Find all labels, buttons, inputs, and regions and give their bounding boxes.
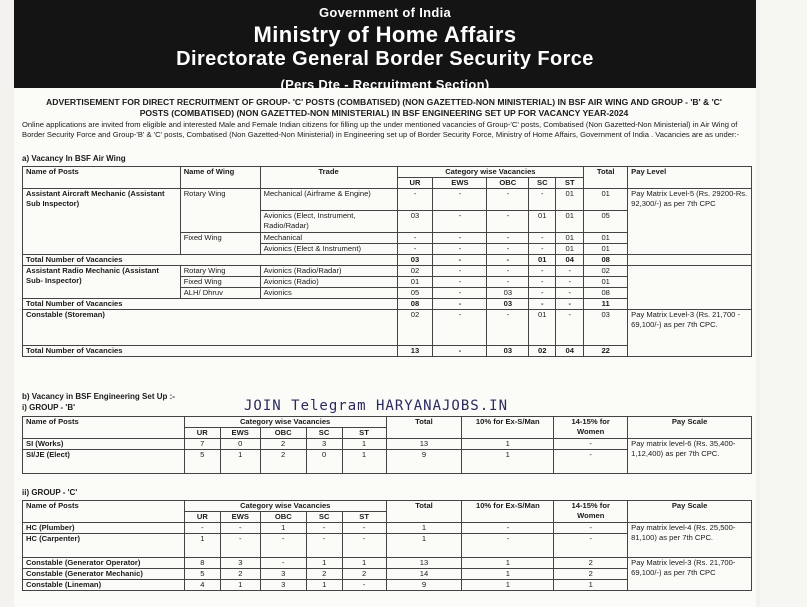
st-cell: - <box>342 523 386 534</box>
st-cell: 04 <box>556 255 584 266</box>
wing-fixed: Fixed Wing <box>180 233 260 255</box>
total-cell: 08 <box>584 288 628 299</box>
obc-cell: - <box>487 233 529 244</box>
total-cell: 11 <box>584 299 628 310</box>
ur-cell: 03 <box>397 255 433 266</box>
col-obc: OBC <box>260 428 306 439</box>
ministry-heading: Ministry of Home Affairs <box>253 22 517 47</box>
ur-cell: 8 <box>184 558 220 569</box>
ur-cell: - <box>184 523 220 534</box>
ur-cell: - <box>397 233 433 244</box>
sc-cell: - <box>529 299 556 310</box>
women-cell: 2 <box>554 558 628 569</box>
sc-cell: - <box>529 277 556 288</box>
women-cell: - <box>554 439 628 450</box>
obc-cell: - <box>487 277 529 288</box>
aam-post: Assistant Aircraft Mechanic (Assistant Sub Inspector) <box>23 189 181 255</box>
women-cell: - <box>554 523 628 534</box>
col-sc: SC <box>306 428 342 439</box>
section-b-label: b) Vacancy in BSF Engineering Set Up :- <box>22 392 175 401</box>
col-post: Name of Posts <box>23 167 181 189</box>
pay-level-5: Pay Matrix Level-5 (Rs. 29200-Rs. 92,300/-) as per 7th CPC <box>628 189 752 255</box>
exsm-cell: 1 <box>462 439 554 450</box>
air-wing-table <box>22 166 752 357</box>
st-cell: 01 <box>556 189 584 211</box>
total-cell: 01 <box>584 189 628 211</box>
ur-cell: 4 <box>184 580 220 591</box>
st-cell: 01 <box>556 233 584 244</box>
govt-heading: Government of India <box>318 5 452 20</box>
ews-cell: - <box>433 233 487 244</box>
ews-cell: 1 <box>220 450 260 474</box>
sc-cell: 01 <box>529 211 556 233</box>
st-cell: 01 <box>556 211 584 233</box>
col-category: Category wise Vacancies <box>397 167 584 178</box>
col-ews: EWS <box>220 512 260 523</box>
section-a-label: a) Vacancy In BSF Air Wing <box>22 154 126 163</box>
ews-cell: - <box>433 299 487 310</box>
exsm-cell: 1 <box>462 450 554 474</box>
obc-cell: 3 <box>260 580 306 591</box>
st-cell: 2 <box>342 569 386 580</box>
total-row-label: Total Number of Vacancies <box>23 346 398 357</box>
group-c-table <box>22 500 752 591</box>
obc-cell: - <box>260 558 306 569</box>
women-cell: - <box>554 450 628 474</box>
st-cell: 1 <box>342 558 386 569</box>
total-cell: 08 <box>584 255 628 266</box>
obc-cell: - <box>487 244 529 255</box>
col-total: Total <box>386 417 462 439</box>
col-post: Name of Posts <box>23 417 185 439</box>
ur-cell: 1 <box>184 534 220 558</box>
pay-level-3: Pay Matrix Level-3 (Rs. 21,700 - 69,100/-) as per 7th CPC. <box>628 310 752 357</box>
directorate-heading: Directorate General Border Security Force <box>176 48 594 70</box>
exsm-cell: - <box>462 534 554 558</box>
sc-cell: 02 <box>529 346 556 357</box>
st-cell: 01 <box>556 244 584 255</box>
obc-cell: - <box>487 266 529 277</box>
sc-cell: 1 <box>306 558 342 569</box>
total-cell: 9 <box>386 450 462 474</box>
intro-paragraph: Online applications are invited from eligible and interested Male and Female Indian citizens for filling up the under mentioned vacancies of Group-'C' posts, Combatised (Non Gazetted-Non Ministerial) in Air Wing of Border Security Force and Group-'B' & 'C' posts, Combatised (Non Gazetted-Non Ministerial) in Engineering set up of Border Security Force, Ministry of Home Affairs, Government of India . Vacancies are as under:- <box>22 120 740 140</box>
sc-cell: - <box>529 244 556 255</box>
obc-cell: 03 <box>487 346 529 357</box>
ews-cell: - <box>433 255 487 266</box>
total-cell: 1 <box>386 523 462 534</box>
total-row-label: Total Number of Vacancies <box>23 255 398 266</box>
total-row-label: Total Number of Vacancies <box>23 299 398 310</box>
total-cell: 01 <box>584 233 628 244</box>
total-cell: 01 <box>584 244 628 255</box>
total-cell: 22 <box>584 346 628 357</box>
sc-cell: 1 <box>306 580 342 591</box>
ews-cell: 3 <box>220 558 260 569</box>
st-cell: - <box>342 580 386 591</box>
ews-cell: - <box>433 288 487 299</box>
col-sc: SC <box>306 512 342 523</box>
post-cell: Constable (Generator Mechanic) <box>23 569 185 580</box>
ur-cell: 5 <box>184 569 220 580</box>
header-banner <box>14 0 756 92</box>
ur-cell: 03 <box>397 211 433 233</box>
col-wing: Name of Wing <box>180 167 260 189</box>
total-cell: 14 <box>386 569 462 580</box>
total-cell: 05 <box>584 211 628 233</box>
col-category: Category wise Vacancies <box>184 501 386 512</box>
ews-cell: - <box>433 310 487 346</box>
group-c-label: ii) GROUP - 'C' <box>22 488 78 497</box>
st-cell: 1 <box>342 450 386 474</box>
sc-cell: 01 <box>529 310 556 346</box>
st-cell: - <box>342 534 386 558</box>
sc-cell: - <box>529 233 556 244</box>
col-women: 14-15% for Women <box>554 501 628 523</box>
trade-cell: Avionics (Elect, Instrument, Radio/Radar) <box>260 211 397 233</box>
obc-cell: 1 <box>260 523 306 534</box>
ews-cell: - <box>433 346 487 357</box>
sc-cell: 3 <box>306 439 342 450</box>
trade-cell: Mechanical <box>260 233 397 244</box>
sc-cell: - <box>306 534 342 558</box>
col-st: ST <box>342 512 386 523</box>
total-cell: 03 <box>584 310 628 346</box>
post-cell: HC (Carpenter) <box>23 534 185 558</box>
women-cell: 2 <box>554 569 628 580</box>
st-cell: - <box>556 266 584 277</box>
empty-cell <box>628 266 752 310</box>
women-cell: 1 <box>554 580 628 591</box>
ur-cell: 5 <box>184 450 220 474</box>
col-exsm: 10% for Ex-S/Man <box>462 417 554 439</box>
arm-post: Assistant Radio Mechanic (Assistant Sub- Inspector) <box>23 266 181 299</box>
obc-cell: - <box>260 534 306 558</box>
ur-cell: 13 <box>397 346 433 357</box>
ews-cell: - <box>220 523 260 534</box>
col-ur: UR <box>397 178 433 189</box>
col-obc: OBC <box>487 178 529 189</box>
st-cell: - <box>556 299 584 310</box>
obc-cell: - <box>487 255 529 266</box>
ews-cell: - <box>433 277 487 288</box>
ews-cell: 1 <box>220 580 260 591</box>
ur-cell: 01 <box>397 277 433 288</box>
ews-cell: - <box>433 244 487 255</box>
page-margin <box>760 0 807 607</box>
ur-cell: 02 <box>397 266 433 277</box>
col-ews: EWS <box>433 178 487 189</box>
obc-cell: 03 <box>487 299 529 310</box>
ur-cell: 05 <box>397 288 433 299</box>
exsm-cell: - <box>462 523 554 534</box>
col-total: Total <box>386 501 462 523</box>
group-b-table <box>22 416 752 474</box>
wing-alh: ALH/ Dhruv <box>180 288 260 299</box>
group-b-label: i) GROUP - 'B' <box>22 403 75 412</box>
post-cell: Constable (Generator Operator) <box>23 558 185 569</box>
ur-cell: 02 <box>397 310 433 346</box>
st-cell: - <box>556 288 584 299</box>
col-st: ST <box>556 178 584 189</box>
col-pay: Pay Scale <box>628 501 752 523</box>
col-ews: EWS <box>220 428 260 439</box>
trade-cell: Avionics (Radio/Radar) <box>260 266 397 277</box>
col-exsm: 10% for Ex-S/Man <box>462 501 554 523</box>
col-total: Total <box>584 167 628 189</box>
col-sc: SC <box>529 178 556 189</box>
col-women: 14-15% for Women <box>554 417 628 439</box>
document-page <box>14 0 756 607</box>
empty-cell <box>628 255 752 266</box>
col-obc: OBC <box>260 512 306 523</box>
sc-cell: - <box>529 189 556 211</box>
total-cell: 13 <box>386 439 462 450</box>
total-cell: 02 <box>584 266 628 277</box>
col-pay: Pay Level <box>628 167 752 189</box>
col-post: Name of Posts <box>23 501 185 523</box>
sc-cell: 01 <box>529 255 556 266</box>
total-cell: 01 <box>584 277 628 288</box>
st-cell: - <box>556 277 584 288</box>
total-cell: 9 <box>386 580 462 591</box>
ur-cell: - <box>397 244 433 255</box>
storeman-post: Constable (Storeman) <box>23 310 398 346</box>
trade-cell: Avionics <box>260 288 397 299</box>
section-heading: (Pers Dte - Recruitment Section) <box>280 77 490 92</box>
ur-cell: 7 <box>184 439 220 450</box>
obc-cell: - <box>487 310 529 346</box>
obc-cell: 2 <box>260 439 306 450</box>
trade-cell: Avionics (Elect & Instrument) <box>260 244 397 255</box>
obc-cell: 2 <box>260 450 306 474</box>
women-cell: - <box>554 534 628 558</box>
sc-cell: 0 <box>306 450 342 474</box>
pay-level-4: Pay matrix level-4 (Rs. 25,500- 81,100) as per 7th CPC. <box>628 523 752 558</box>
ur-cell: 08 <box>397 299 433 310</box>
pay-level-6: Pay matrix level-6 (Rs. 35,400- 1,12,400) as per 7th CPC. <box>628 439 752 474</box>
total-cell: 1 <box>386 534 462 558</box>
col-st: ST <box>342 428 386 439</box>
wing-fixed: Fixed Wing <box>180 277 260 288</box>
wing-rotary: Rotary Wing <box>180 189 260 233</box>
ews-cell: - <box>433 189 487 211</box>
exsm-cell: 1 <box>462 569 554 580</box>
pay-level-3: Pay Matrix level-3 (Rs. 21,700- 69,100/-) as per 7th CPC <box>628 558 752 591</box>
obc-cell: - <box>487 189 529 211</box>
post-cell: HC (Plumber) <box>23 523 185 534</box>
st-cell: 04 <box>556 346 584 357</box>
sc-cell: - <box>529 266 556 277</box>
obc-cell: 03 <box>487 288 529 299</box>
ews-cell: - <box>433 266 487 277</box>
advert-title: ADVERTISEMENT FOR DIRECT RECRUITMENT OF GROUP- 'C' POSTS (COMBATISED) (NON GAZETTED-NON MINISTERIAL) IN BSF AIR WING AND GROUP - 'B' & 'C' POSTS (COMBATISED) (NON GAZETTED-NON MINISTERIAL) IN BSF ENGINEERING SET UP FOR VACANCY YEAR-2024 <box>46 97 722 118</box>
sc-cell: - <box>529 288 556 299</box>
col-trade: Trade <box>260 167 397 189</box>
sc-cell: 2 <box>306 569 342 580</box>
ews-cell: 2 <box>220 569 260 580</box>
post-cell: SI (Works) <box>23 439 185 450</box>
wing-rotary: Rotary Wing <box>180 266 260 277</box>
post-cell: SI/JE (Elect) <box>23 450 185 474</box>
telegram-watermark: JOIN Telegram HARYANAJOBS.IN <box>244 398 509 414</box>
obc-cell: 3 <box>260 569 306 580</box>
col-category: Category wise Vacancies <box>184 417 386 428</box>
trade-cell: Avionics (Radio) <box>260 277 397 288</box>
ur-cell: - <box>397 189 433 211</box>
ews-cell: - <box>220 534 260 558</box>
col-pay: Pay Scale <box>628 417 752 439</box>
st-cell: 1 <box>342 439 386 450</box>
trade-cell: Mechanical (Airframe & Engine) <box>260 189 397 211</box>
total-cell: 13 <box>386 558 462 569</box>
exsm-cell: 1 <box>462 558 554 569</box>
obc-cell: - <box>487 211 529 233</box>
ews-cell: - <box>433 211 487 233</box>
st-cell: - <box>556 310 584 346</box>
col-ur: UR <box>184 512 220 523</box>
exsm-cell: 1 <box>462 580 554 591</box>
post-cell: Constable (Lineman) <box>23 580 185 591</box>
col-ur: UR <box>184 428 220 439</box>
ews-cell: 0 <box>220 439 260 450</box>
sc-cell: - <box>306 523 342 534</box>
